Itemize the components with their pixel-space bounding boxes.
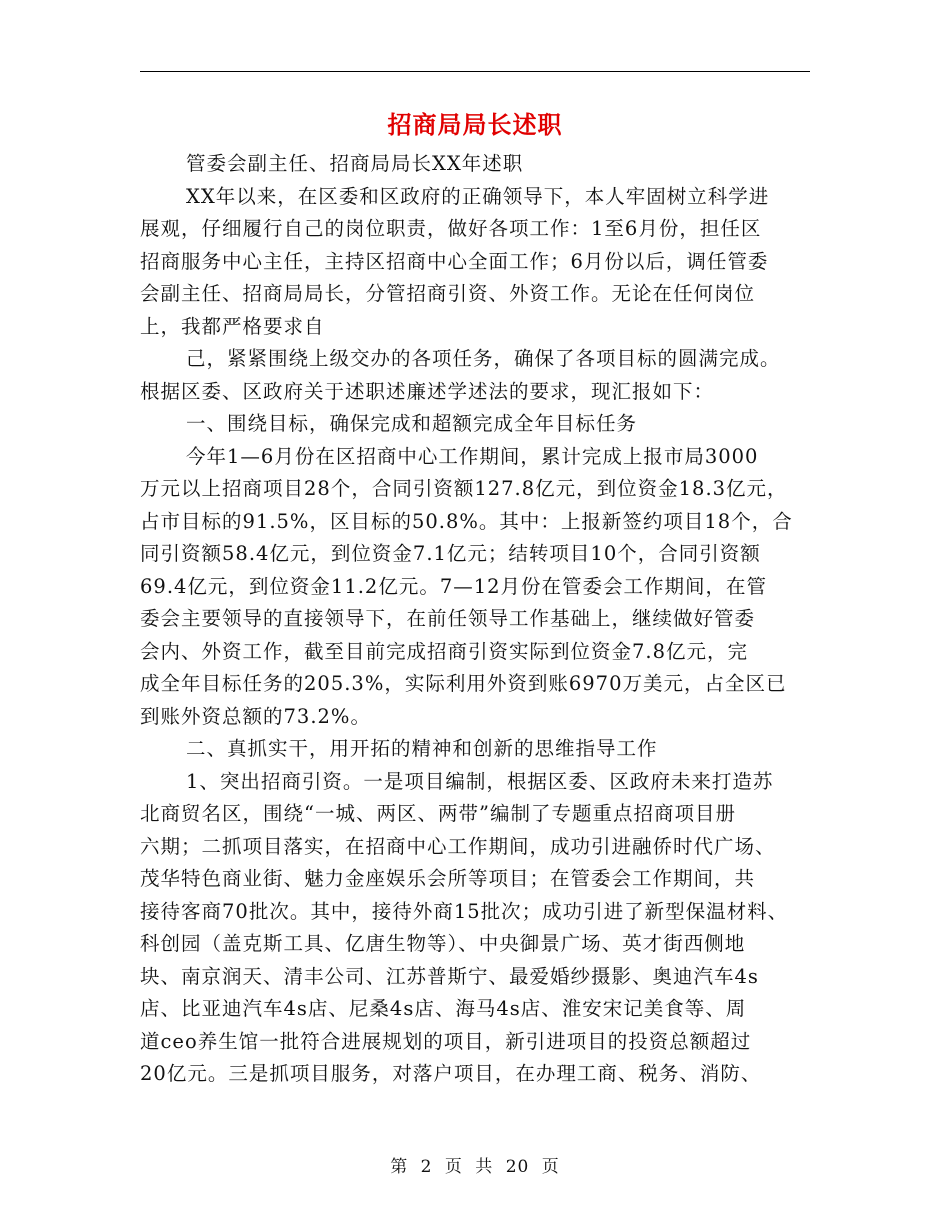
header-rule <box>140 71 810 72</box>
text-line: XX年以来，在区委和区政府的正确领导下，本人牢固树立科学进 <box>186 184 770 208</box>
text-line: 展观，仔细履行自己的岗位职责，做好各项工作：1至6月份，担任区 <box>140 217 762 240</box>
text-line: 店、比亚迪汽车4s店、尼桑4s店、海马4s店、淮安宋记美食等、周 <box>140 997 747 1020</box>
text-line: 己，紧紧围绕上级交办的各项任务，确保了各项目标的圆满完成。 <box>186 347 781 370</box>
text-line: 今年1—6月份在区招商中心工作期间，累计完成上报市局3000 <box>186 444 759 468</box>
text-line: 成全年目标任务的205.3%，实际利用外资到账6970万美元，占全区已 <box>140 672 787 695</box>
text-line: 茂华特色商业街、魅力金座娱乐会所等项目；在管委会工作期间，共 <box>140 867 756 890</box>
text-line: 会内、外资工作，截至目前完成招商引资实际到位资金7.8亿元，完 <box>140 639 749 663</box>
text-line: 块、南京润天、清丰公司、江苏普斯宁、最爱婚纱摄影、奥迪汽车4s <box>140 964 759 988</box>
text-line: 接待客商70批次。其中，接待外商15批次；成功引进了新型保温材料、 <box>140 899 789 923</box>
page-footer: 第 2 页 共 20 页 <box>390 1157 560 1177</box>
text-line: 69.4亿元，到位资金11.2亿元。7—12月份在管委会工作期间，在管 <box>140 574 768 598</box>
text-line: 招商服务中心主任，主持区招商中心全面工作；6月份以后，调任管委 <box>140 249 769 273</box>
text-line: 一、围绕目标，确保完成和超额完成全年目标任务 <box>186 412 638 435</box>
text-line: 道ceo养生馆一批符合进展规划的项目，新引进项目的投资总额超过 <box>140 1029 752 1053</box>
text-line: 北商贸名区，围绕“一城、两区、两带”编制了专题重点招商项目册 <box>140 802 736 825</box>
text-line: 二、真抓实干，用开拓的精神和创新的思维指导工作 <box>186 737 658 760</box>
text-line: 1、突出招商引资。一是项目编制，根据区委、区政府未来打造苏 <box>186 769 774 793</box>
text-line: 六期；二抓项目落实，在招商中心工作期间，成功引进融侨时代广场、 <box>140 834 776 858</box>
document-title: 招商局局长述职 <box>387 110 563 139</box>
text-line: 会副主任、招商局局长，分管招商引资、外资工作。无论在任何岗位 <box>140 282 756 305</box>
text-line: 上，我都严格要求自 <box>140 314 325 338</box>
text-line: 20亿元。三是抓项目服务，对落户项目，在办理工商、税务、消防、 <box>140 1062 762 1085</box>
text-line: 万元以上招商项目28个，合同引资额127.8亿元，到位资金18.3亿元， <box>140 477 788 500</box>
text-line: 委会主要领导的直接领导下，在前任领导工作基础上，继续做好管委 <box>140 607 756 630</box>
text-line: 到账外资总额的73.2%。 <box>140 704 371 728</box>
text-line: 管委会副主任、招商局局长XX年述职 <box>186 152 524 175</box>
text-line: 科创园（盖克斯工具、亿唐生物等）、中央御景广场、英才街西侧地 <box>140 932 746 955</box>
text-line: 占市目标的91.5%，区目标的50.8%。其中：上报新签约项目18个，合 <box>140 509 793 533</box>
text-line: 根据区委、区政府关于述职述廉述学述法的要求，现汇报如下： <box>140 379 715 403</box>
document-body <box>140 148 820 1091</box>
text-line: 同引资额58.4亿元，到位资金7.1亿元；结转项目10个，合同引资额 <box>140 542 761 565</box>
